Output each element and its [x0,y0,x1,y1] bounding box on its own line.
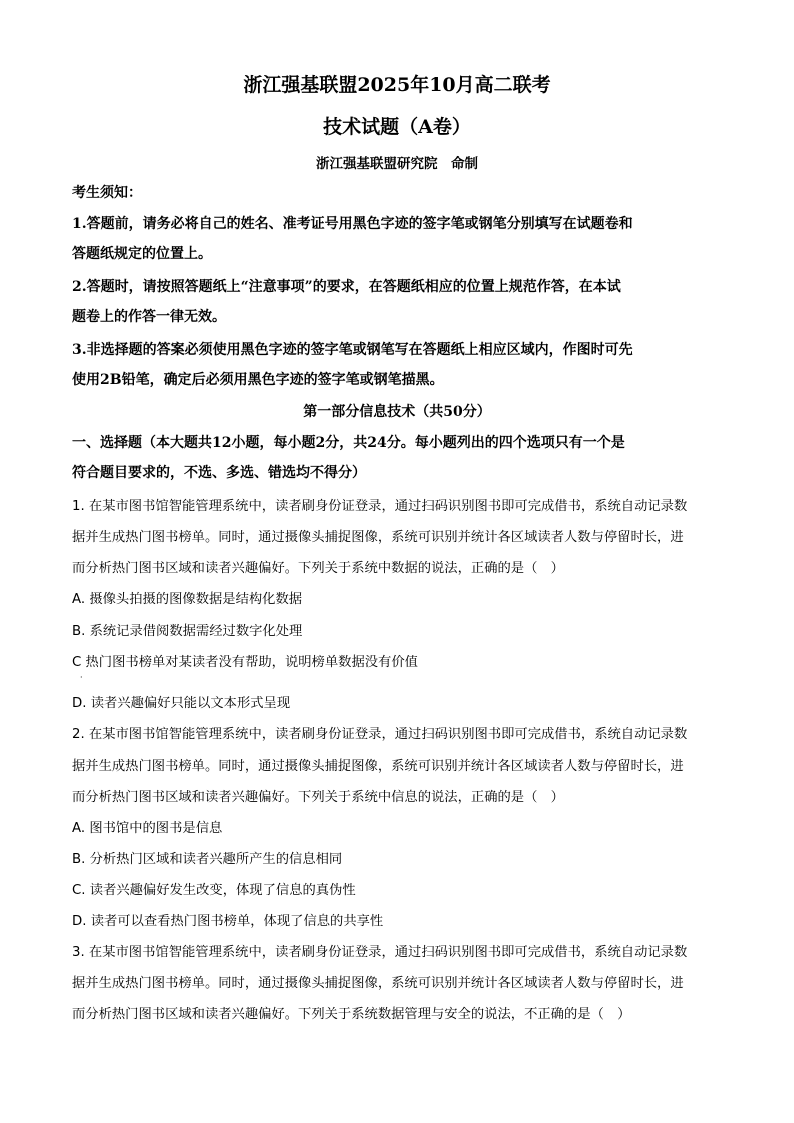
section-heading: 符合题目要求的，不选、多选、错选均不得分） [72,465,366,481]
notice-line: 答题纸规定的位置上。 [72,246,212,262]
question-1-stem: 1. 在某市图书馆智能管理系统中，读者刷身份证登录，通过扫码识别图书即可完成借书，系统自动记录数 [72,499,688,514]
stray-dot-mark: · [80,673,83,682]
notice-heading: 考生须知： [72,185,142,201]
question-2-option-c: C. 读者兴趣偏好发生改变，体现了信息的真伪性 [72,883,356,898]
question-1-option-a: A. 摄像头拍摄的图像数据是结构化数据 [72,592,303,607]
question-1-option-b: B. 系统记录借阅数据需经过数字化处理 [72,624,303,639]
notice-line: 2.答题时，请按照答题纸上“注意事项”的要求，在答题纸相应的位置上规范作答，在本试 [72,279,621,295]
question-2-option-a: A. 图书馆中的图书是信息 [72,821,223,836]
exam-subtitle: 技术试题（A卷） [323,116,471,138]
question-2-stem: 而分析热门图书区域和读者兴趣偏好。下列关于系统中信息的说法，正确的是（ ） [72,790,564,805]
question-2-stem: 2. 在某市图书馆智能管理系统中，读者刷身份证登录，通过扫码识别图书即可完成借书，系统自动记录数 [72,727,688,742]
question-2-option-b: B. 分析热门区域和读者兴趣所产生的信息相同 [72,852,343,867]
notice-line: 题卷上的作答一律无效。 [72,309,226,325]
question-1-stem: 而分析热门图书区域和读者兴趣偏好。下列关于系统中数据的说法，正确的是（ ） [72,561,564,576]
issuer-line: 浙江强基联盟研究院 命制 [316,156,478,172]
question-3-stem: 而分析热门图书区域和读者兴趣偏好。下列关于系统数据管理与安全的说法，不正确的是（ ） [72,1007,631,1022]
exam-title: 浙江强基联盟2025年10月高二联考 [243,74,551,96]
question-3-stem: 3. 在某市图书馆智能管理系统中，读者刷身份证登录，通过扫码识别图书即可完成借书，系统自动记录数 [72,945,688,960]
question-2-stem: 据并生成热门图书榜单。同时，通过摄像头捕捉图像，系统可识别并统计各区域读者人数与停留时长，进 [72,759,684,774]
notice-line: 3.非选择题的答案必须使用黑色字迹的签字笔或钢笔写在答题纸上相应区域内，作图时可先 [72,342,633,358]
question-1-option-c: C 热门图书榜单对某读者没有帮助，说明榜单数据没有价值 [72,655,418,670]
part-title: 第一部分信息技术（共50分） [303,404,491,420]
question-2-option-d: D. 读者可以查看热门图书榜单，体现了信息的共享性 [72,914,384,929]
question-1-stem: 据并生成热门图书榜单。同时，通过摄像头捕捉图像，系统可识别并统计各区域读者人数与停留时长，进 [72,530,684,545]
question-1-option-d: D. 读者兴趣偏好只能以文本形式呈现 [72,696,291,711]
question-3-stem: 据并生成热门图书榜单。同时，通过摄像头捕捉图像，系统可识别并统计各区域读者人数与停留时长，进 [72,976,684,991]
notice-line: 使用2B铅笔，确定后必须用黑色字迹的签字笔或钢笔描黑。 [72,372,444,388]
section-heading: 一、选择题（本大题共12小题，每小题2分，共24分。每小题列出的四个选项只有一个是 [72,435,625,451]
notice-line: 1.答题前，请务必将自己的姓名、准考证号用黑色字迹的签字笔或钢笔分别填写在试题卷和 [72,216,633,232]
